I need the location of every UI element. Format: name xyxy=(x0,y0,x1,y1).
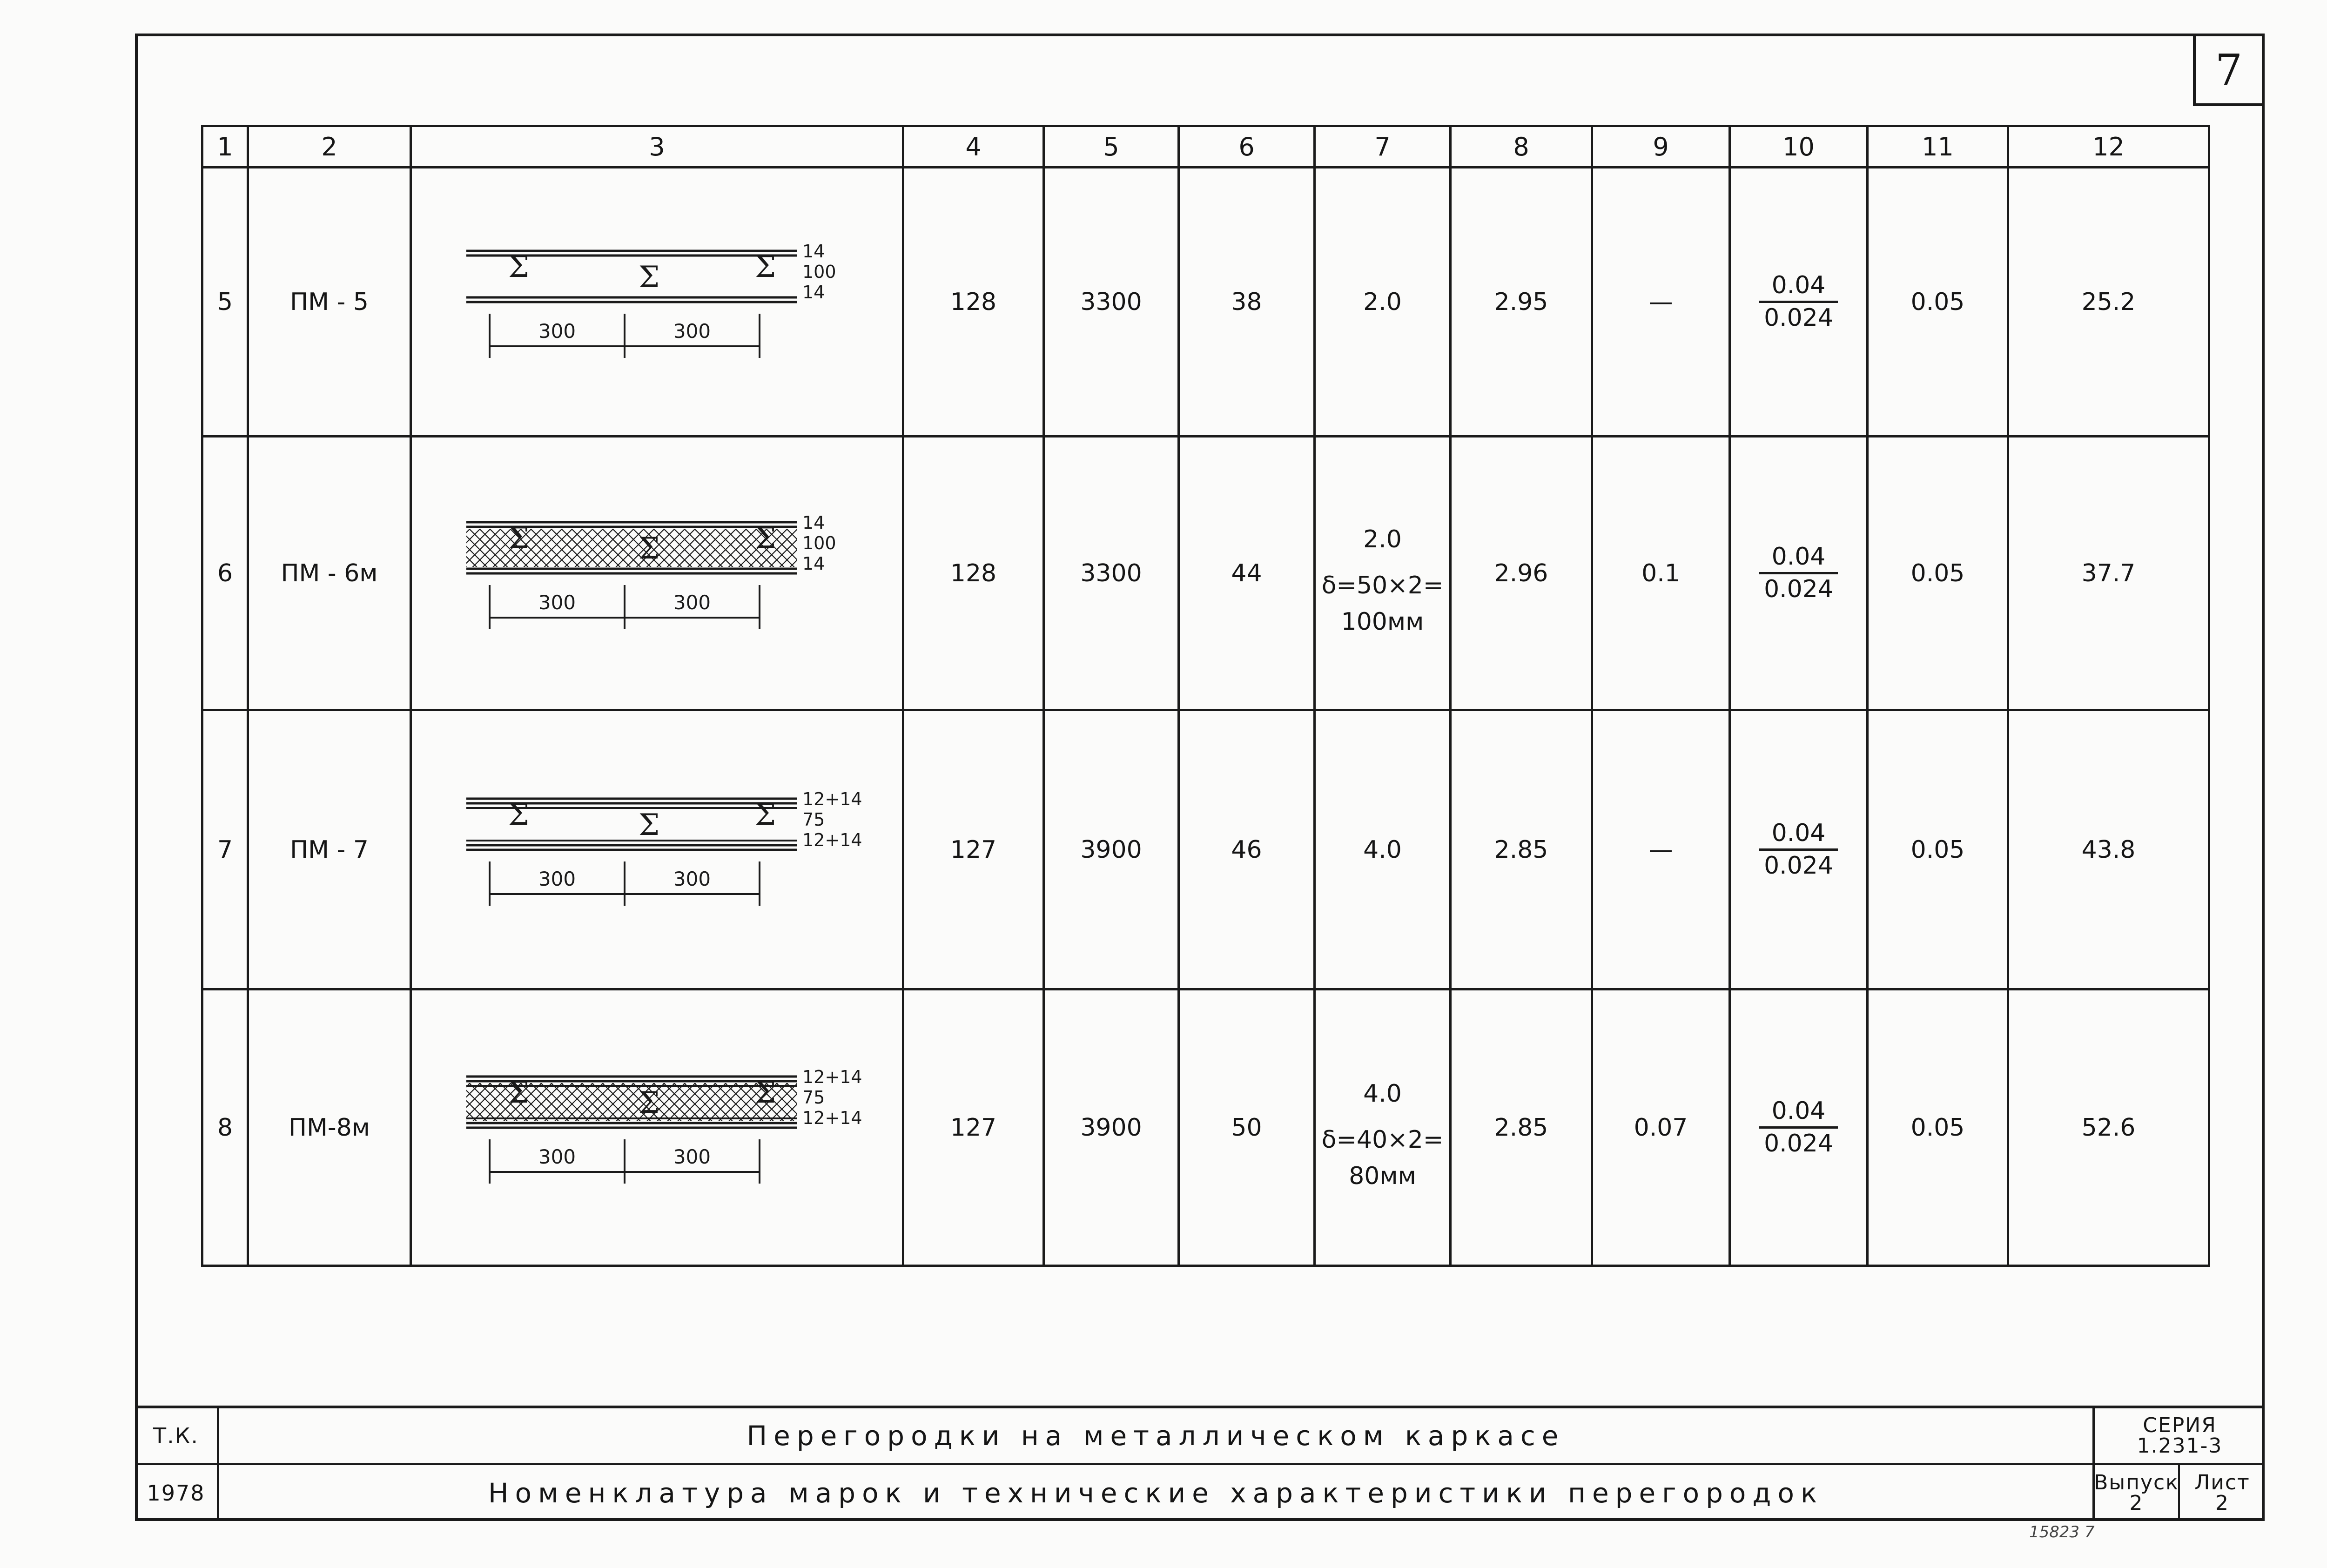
series-value: 1.231-3 xyxy=(2137,1434,2223,1458)
value-cell-c4: 127 xyxy=(903,989,1044,1266)
value-cell-c10 xyxy=(1730,710,1868,989)
profile-symbol: Σ xyxy=(754,521,776,556)
profile-symbol: Σ xyxy=(508,521,529,556)
fraction-denominator: 0.024 xyxy=(1764,852,1833,880)
layer-thickness-label: 75 xyxy=(802,1087,825,1108)
section-sketch xyxy=(411,710,903,989)
profile-symbol: Σ xyxy=(638,260,659,295)
value-cell-c9: 0.07 xyxy=(1592,989,1730,1266)
layer-thickness-label: 14 xyxy=(802,512,825,533)
value-cell-c4: 128 xyxy=(903,437,1044,710)
partition-section-drawing xyxy=(434,232,881,372)
issue-value: 2 xyxy=(2129,1491,2144,1515)
layer-thickness-label: 100 xyxy=(802,532,836,553)
drawing-subtitle: Номенклатура марок и технические характеристики перегородок xyxy=(488,1477,1824,1509)
value-cell-c8: 2.85 xyxy=(1451,989,1592,1266)
header-cell: 5 xyxy=(1044,126,1179,168)
partition-mark: ПМ-8м xyxy=(248,989,411,1266)
insulation-note xyxy=(1316,1122,1449,1194)
dimension-label: 300 xyxy=(538,319,576,343)
specification-table xyxy=(201,125,2210,1267)
table-row xyxy=(202,437,2209,710)
header-row xyxy=(202,126,2209,168)
partition-section-drawing xyxy=(434,504,881,643)
value-cell-c11: 0.05 xyxy=(1868,168,2008,437)
value-cell-c11: 0.05 xyxy=(1868,989,2008,1266)
table-row xyxy=(202,168,2209,437)
table-row xyxy=(202,989,2209,1266)
profile-symbol: Σ xyxy=(638,1085,659,1120)
value-cell-c9: — xyxy=(1592,710,1730,989)
header-cell: 12 xyxy=(2008,126,2209,168)
fraction-numerator: 0.04 xyxy=(1759,270,1838,303)
profile-symbol: Σ xyxy=(508,1075,529,1110)
value-cell-c6: 46 xyxy=(1179,710,1315,989)
partition-section-drawing xyxy=(434,780,881,920)
value-cell-c5: 3300 xyxy=(1044,168,1179,437)
header-cell: 10 xyxy=(1730,126,1868,168)
partition-mark: ПМ - 7 xyxy=(248,710,411,989)
series-label: СЕРИЯ xyxy=(2143,1413,2217,1437)
fraction-value xyxy=(1759,542,1838,605)
section-sketch xyxy=(411,168,903,437)
thickness-value: 2.0 xyxy=(1363,525,1402,553)
layer-thickness-label: 14 xyxy=(802,282,825,303)
thickness-value: 4.0 xyxy=(1363,835,1402,864)
value-cell-c9: 0.1 xyxy=(1592,437,1730,710)
value-cell-c12: 25.2 xyxy=(2008,168,2209,437)
value-cell-c5: 3300 xyxy=(1044,437,1179,710)
section-sketch xyxy=(411,437,903,710)
value-cell-c12: 43.8 xyxy=(2008,710,2209,989)
fraction-denominator: 0.024 xyxy=(1764,575,1833,603)
dimension-label: 300 xyxy=(673,867,711,890)
sheet-value: 2 xyxy=(2215,1491,2229,1515)
value-cell-c11: 0.05 xyxy=(1868,710,2008,989)
table-row xyxy=(202,710,2209,989)
dimension-label: 300 xyxy=(673,591,711,614)
layer-thickness-label: 12+14 xyxy=(802,1066,862,1087)
profile-symbol: Σ xyxy=(638,531,659,566)
fraction-numerator: 0.04 xyxy=(1759,818,1838,851)
header-cell: 6 xyxy=(1179,126,1315,168)
dimension-label: 300 xyxy=(538,591,576,614)
value-cell-c11: 0.05 xyxy=(1868,437,2008,710)
layer-thickness-label: 75 xyxy=(802,809,825,830)
profile-symbol: Σ xyxy=(638,808,659,842)
value-cell-c6: 44 xyxy=(1179,437,1315,710)
row-number: 6 xyxy=(202,437,248,710)
value-cell-c10 xyxy=(1730,168,1868,437)
value-cell-c8: 2.85 xyxy=(1451,710,1592,989)
thickness-value: 4.0 xyxy=(1363,1079,1402,1108)
value-cell-c5: 3900 xyxy=(1044,989,1179,1266)
header-cell: 4 xyxy=(903,126,1044,168)
fraction-value xyxy=(1759,270,1838,333)
value-cell-c10 xyxy=(1730,437,1868,710)
layer-thickness-label: 14 xyxy=(802,553,825,574)
value-cell-c8: 2.95 xyxy=(1451,168,1592,437)
stamp-org: Т.К. xyxy=(153,1423,199,1448)
row-number: 8 xyxy=(202,989,248,1266)
stamp-year: 1978 xyxy=(147,1481,205,1506)
issue-label: Выпуск xyxy=(2094,1471,2179,1494)
value-cell-c10 xyxy=(1730,989,1868,1266)
profile-symbol: Σ xyxy=(754,249,776,284)
layer-thickness-label: 12+14 xyxy=(802,788,862,809)
sheet-block xyxy=(2180,1465,2265,1521)
header-cell: 11 xyxy=(1868,126,2008,168)
value-cell-c8: 2.96 xyxy=(1451,437,1592,710)
header-cell: 8 xyxy=(1451,126,1592,168)
fraction-denominator: 0.024 xyxy=(1764,1130,1833,1157)
insulation-note-line: 100мм xyxy=(1341,607,1424,636)
dimension-label: 300 xyxy=(538,1145,576,1168)
dimension-label: 300 xyxy=(538,867,576,890)
fraction-value xyxy=(1759,1096,1838,1159)
partition-section-drawing xyxy=(434,1058,881,1198)
fraction-numerator: 0.04 xyxy=(1759,542,1838,574)
section-sketch xyxy=(411,989,903,1266)
value-cell-c7 xyxy=(1315,710,1451,989)
layer-thickness-label: 100 xyxy=(802,261,836,282)
row-number: 5 xyxy=(202,168,248,437)
value-cell-c7 xyxy=(1315,989,1451,1266)
header-cell: 3 xyxy=(411,126,903,168)
dimension-label: 300 xyxy=(673,1145,711,1168)
archive-number: 15823 7 xyxy=(2029,1523,2095,1541)
issue-block xyxy=(2095,1465,2178,1521)
value-cell-c9: — xyxy=(1592,168,1730,437)
series-block xyxy=(2095,1408,2265,1463)
profile-symbol: Σ xyxy=(754,797,776,832)
layer-thickness-label: 12+14 xyxy=(802,829,862,850)
value-cell-c7 xyxy=(1315,437,1451,710)
fraction-denominator: 0.024 xyxy=(1764,304,1833,332)
header-cell: 1 xyxy=(202,126,248,168)
profile-symbol: Σ xyxy=(508,249,529,284)
profile-symbol: Σ xyxy=(754,1075,776,1110)
header-cell: 2 xyxy=(248,126,411,168)
layer-thickness-label: 14 xyxy=(802,241,825,262)
value-cell-c6: 50 xyxy=(1179,989,1315,1266)
insulation-note-line: δ=50×2= xyxy=(1321,571,1444,599)
value-cell-c7 xyxy=(1315,168,1451,437)
insulation-note xyxy=(1316,567,1449,640)
header-cell: 9 xyxy=(1592,126,1730,168)
row-number: 7 xyxy=(202,710,248,989)
value-cell-c6: 38 xyxy=(1179,168,1315,437)
value-cell-c12: 37.7 xyxy=(2008,437,2209,710)
insulation-note-line: 80мм xyxy=(1349,1162,1416,1190)
title-block xyxy=(135,1406,2265,1521)
drawing-title: Перегородки на металлическом каркасе xyxy=(747,1420,1565,1452)
value-cell-c12: 52.6 xyxy=(2008,989,2209,1266)
sheet-number: 7 xyxy=(2193,34,2265,106)
profile-symbol: Σ xyxy=(508,797,529,832)
header-cell: 7 xyxy=(1315,126,1451,168)
partition-mark: ПМ - 6м xyxy=(248,437,411,710)
fraction-numerator: 0.04 xyxy=(1759,1096,1838,1129)
sheet-label: Лист xyxy=(2194,1471,2250,1494)
fraction-value xyxy=(1759,818,1838,881)
thickness-value: 2.0 xyxy=(1363,288,1402,316)
insulation-note-line: δ=40×2= xyxy=(1321,1125,1444,1154)
value-cell-c4: 127 xyxy=(903,710,1044,989)
dimension-label: 300 xyxy=(673,319,711,343)
value-cell-c5: 3900 xyxy=(1044,710,1179,989)
partition-mark: ПМ - 5 xyxy=(248,168,411,437)
layer-thickness-label: 12+14 xyxy=(802,1107,862,1128)
value-cell-c4: 128 xyxy=(903,168,1044,437)
